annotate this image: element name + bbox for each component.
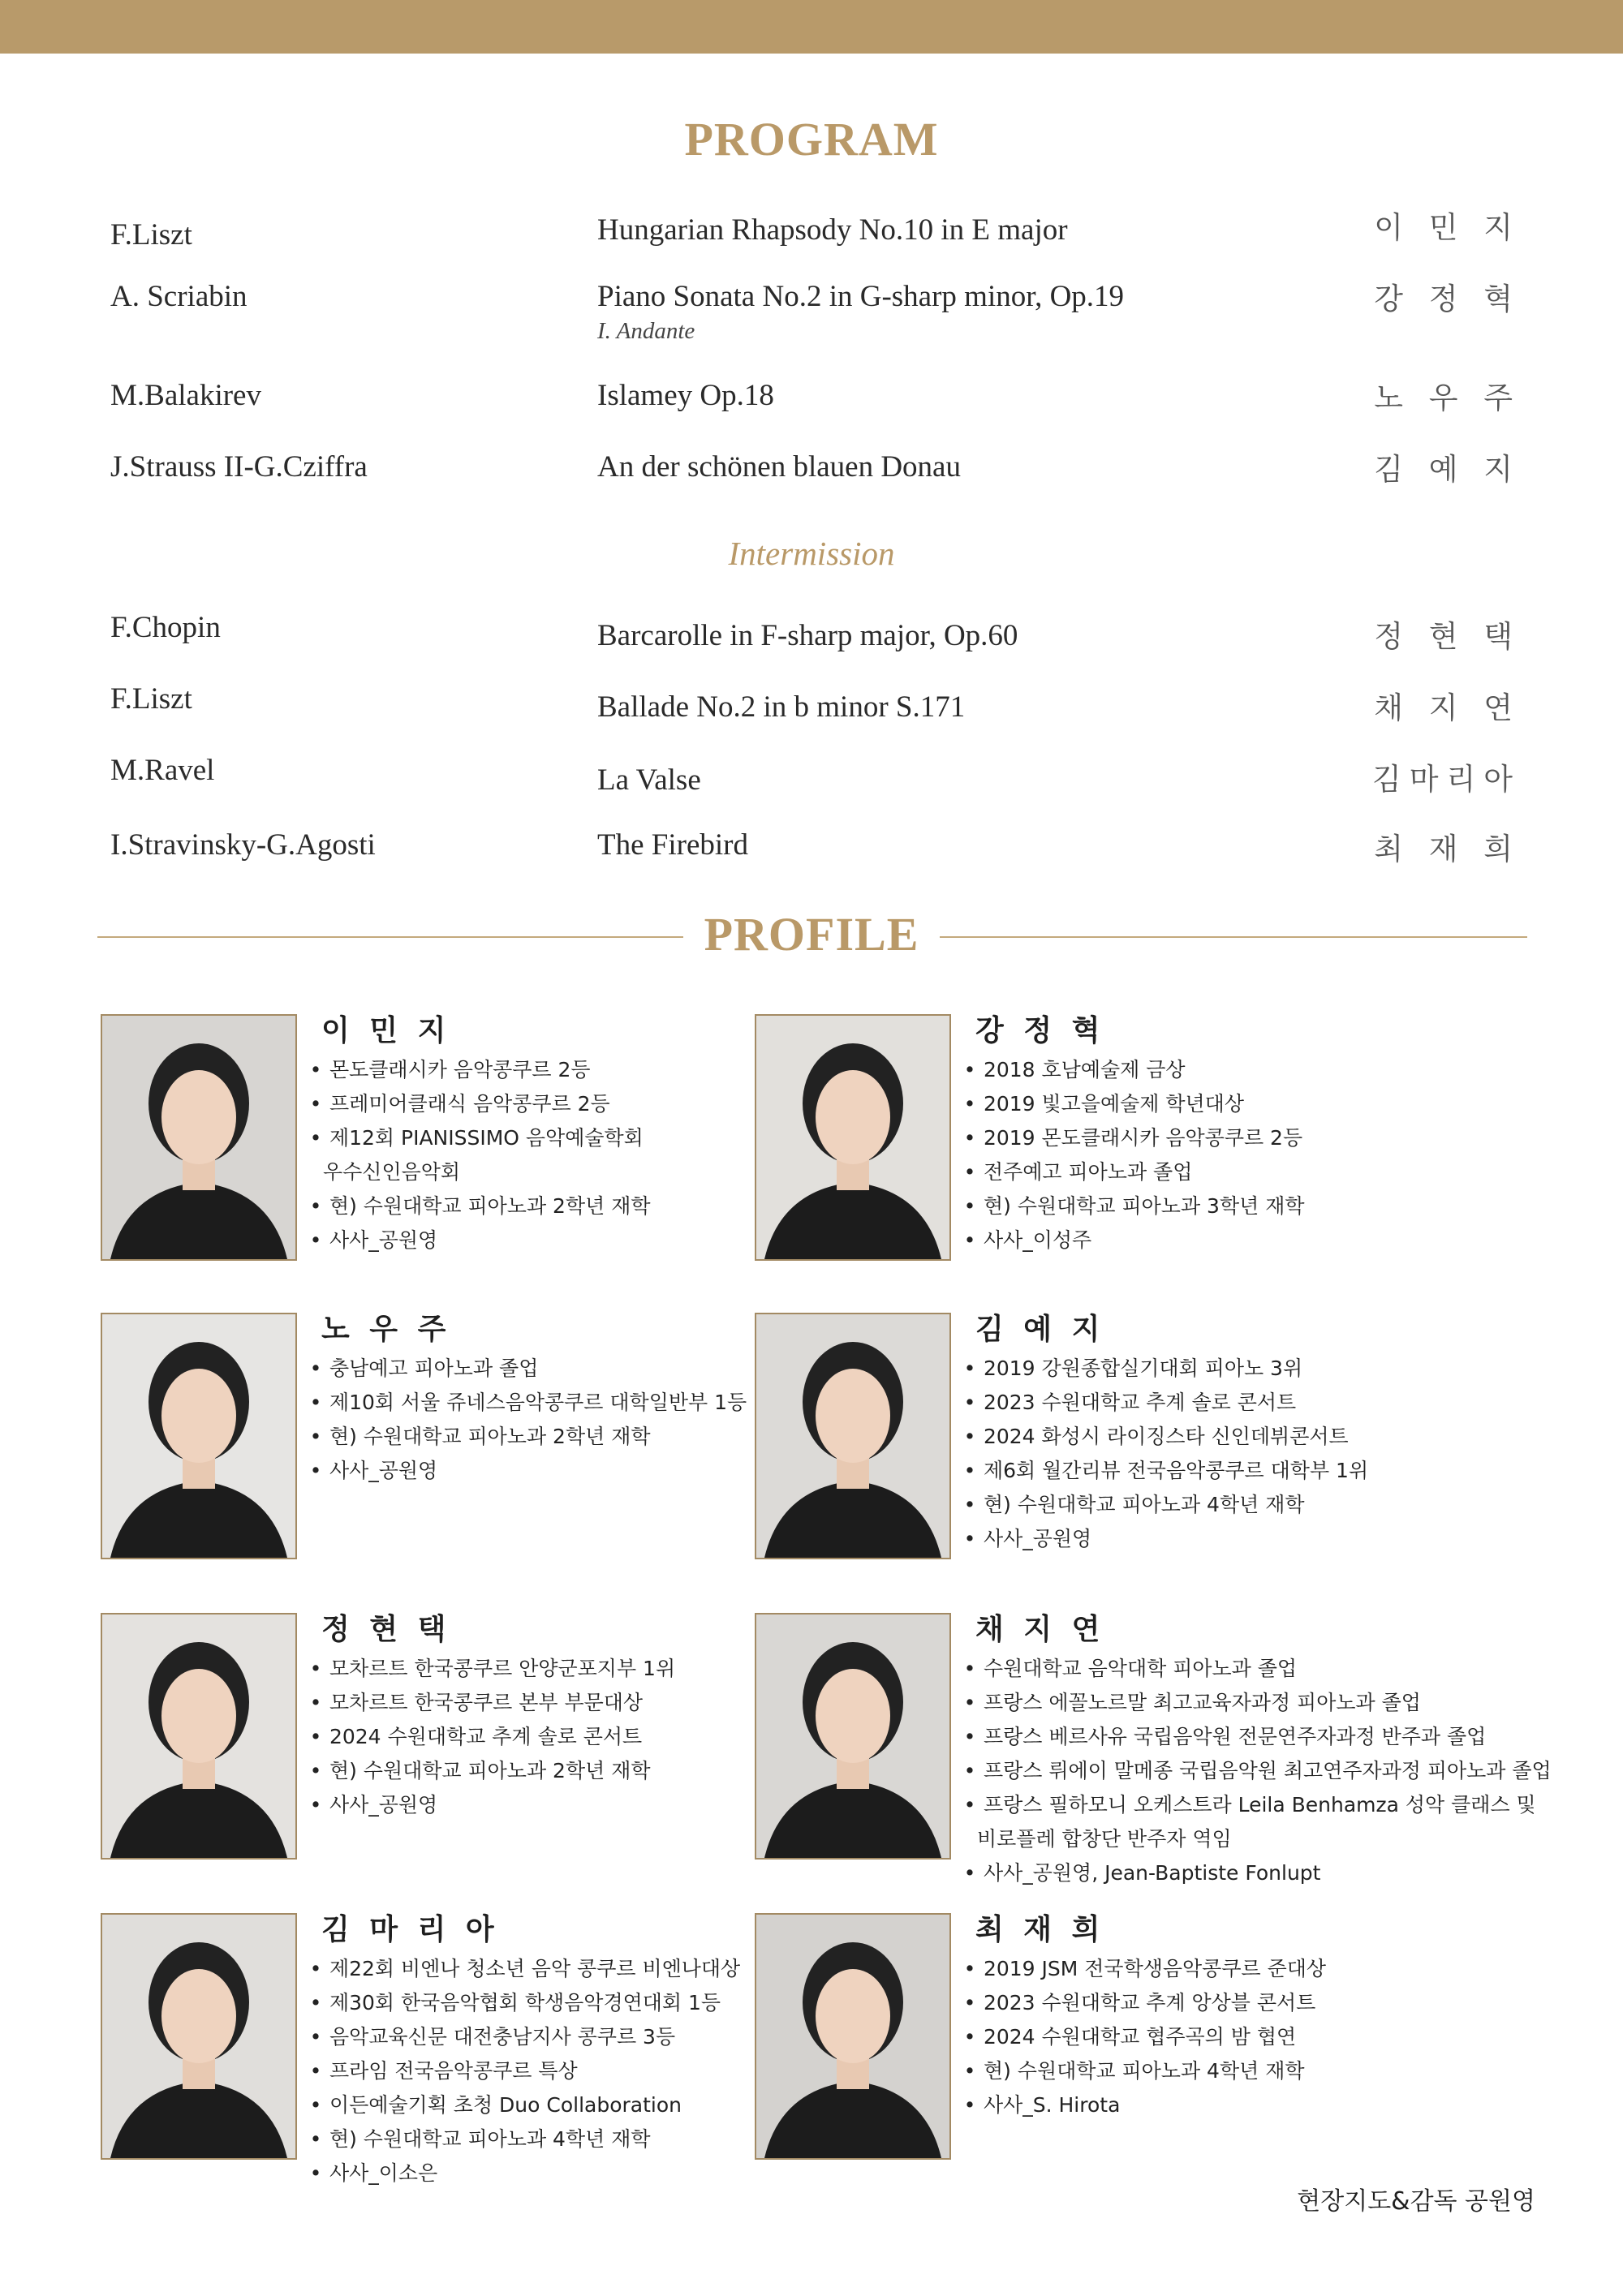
achievement-item: • 전주예고 피아노과 졸업 bbox=[962, 1155, 1305, 1189]
bullet: • bbox=[963, 1861, 976, 1885]
program-row bbox=[0, 828, 1623, 876]
achievement-list bbox=[308, 1352, 747, 1488]
bullet: • bbox=[309, 2025, 322, 2049]
achievement-item: • 프랑스 필하모니 오케스트라 Leila Benhamza 성악 클래스 및 bbox=[962, 1788, 1552, 1822]
face-shape bbox=[816, 1669, 890, 1763]
bullet: • bbox=[963, 1527, 976, 1550]
bullet: • bbox=[309, 1425, 322, 1448]
bullet: • bbox=[963, 1957, 976, 1980]
achievement-item: • 2023 수원대학교 추계 솔로 콘서트 bbox=[962, 1386, 1368, 1420]
performer: 노 우 주 bbox=[1374, 381, 1521, 415]
portrait-silhouette bbox=[756, 1016, 949, 1259]
bullet: • bbox=[309, 1391, 322, 1414]
bullet: • bbox=[309, 1357, 322, 1380]
bullet: • bbox=[309, 1092, 322, 1116]
achievement-item: • 사사_공원영 bbox=[308, 1454, 747, 1488]
portrait-photo bbox=[755, 1313, 951, 1559]
bullet: • bbox=[963, 1725, 976, 1748]
achievement-item: • 2024 수원대학교 협주곡의 밤 협연 bbox=[962, 2020, 1326, 2054]
portrait-photo bbox=[101, 1913, 297, 2160]
portrait-photo bbox=[755, 1613, 951, 1860]
composer: A. Scriabin bbox=[110, 280, 248, 313]
performer-name: 이 민 지 bbox=[321, 1014, 451, 1047]
bullet: • bbox=[963, 2059, 976, 2083]
achievement-item: • 제12회 PIANISSIMO 음악예술학회 bbox=[308, 1121, 651, 1155]
intermission-label: Intermission bbox=[728, 535, 895, 572]
achievement-item: • 모차르트 한국콩쿠르 본부 부문대상 bbox=[308, 1686, 675, 1720]
performer: 강 정 혁 bbox=[1374, 282, 1521, 316]
achievement-list bbox=[308, 1952, 740, 2191]
bullet: • bbox=[309, 1991, 322, 2014]
performer: 김 예 지 bbox=[1374, 452, 1521, 487]
portrait-silhouette bbox=[102, 1314, 295, 1558]
composer: I.Stravinsky-G.Agosti bbox=[110, 828, 376, 862]
achievement-item: • 2019 강원종합실기대회 피아노 3위 bbox=[962, 1352, 1368, 1386]
achievement-list bbox=[962, 1952, 1326, 2122]
work-title: Hungarian Rhapsody No.10 in E major bbox=[597, 213, 1068, 247]
achievement-item: • 프랑스 에꼴노르말 최고교육자과정 피아노과 졸업 bbox=[962, 1686, 1552, 1720]
composer: M.Balakirev bbox=[110, 379, 261, 412]
program-heading: PROGRAM bbox=[684, 113, 939, 166]
bullet: • bbox=[963, 1357, 976, 1380]
work-title: The Firebird bbox=[597, 828, 748, 862]
achievement-item: • 현) 수원대학교 피아노과 4학년 재학 bbox=[962, 1488, 1368, 1522]
achievement-item: • 프랑스 뤼에이 말메종 국립음악원 최고연주자과정 피아노과 졸업 bbox=[962, 1754, 1552, 1788]
achievement-item: • 제30회 한국음악협회 학생음악경연대회 1등 bbox=[308, 1986, 740, 2020]
bullet: • bbox=[963, 1493, 976, 1516]
achievement-item: • 현) 수원대학교 피아노과 4학년 재학 bbox=[962, 2054, 1326, 2088]
face-shape bbox=[816, 1969, 890, 2063]
achievement-item: • 현) 수원대학교 피아노과 4학년 재학 bbox=[308, 2122, 740, 2156]
performer: 최 재 희 bbox=[1374, 832, 1521, 866]
work-title: Barcarolle in F-sharp major, Op.60 bbox=[597, 619, 1018, 652]
composer: M.Ravel bbox=[110, 754, 215, 787]
achievement-item: • 제6회 월간리뷰 전국음악콩쿠르 대학부 1위 bbox=[962, 1454, 1368, 1488]
achievement-item: • 프라임 전국음악콩쿠르 특상 bbox=[308, 2054, 740, 2088]
performer-name: 채 지 연 bbox=[975, 1613, 1105, 1646]
performer-name: 노 우 주 bbox=[321, 1313, 451, 1346]
achievement-item: 우수신인음악회 bbox=[323, 1160, 461, 1184]
top-gold-band bbox=[0, 0, 1623, 54]
achievement-list bbox=[962, 1053, 1305, 1258]
portrait-silhouette bbox=[756, 1314, 949, 1558]
achievement-item: • 사사_공원영, Jean-Baptiste Fonlupt bbox=[962, 1856, 1552, 1890]
performer-name: 최 재 희 bbox=[975, 1913, 1105, 1946]
bullet: • bbox=[309, 1691, 322, 1714]
achievement-item: • 사사_이성주 bbox=[962, 1223, 1305, 1258]
achievement-item: • 2024 화성시 라이징스타 신인데뷔콘서트 bbox=[962, 1420, 1368, 1454]
achievement-item: • 모차르트 한국콩쿠르 안양군포지부 1위 bbox=[308, 1652, 675, 1686]
composer: F.Liszt bbox=[110, 682, 192, 716]
bullet: • bbox=[309, 1725, 322, 1748]
bullet: • bbox=[309, 2161, 322, 2185]
bullet: • bbox=[309, 1657, 322, 1680]
bullet: • bbox=[309, 1194, 322, 1218]
face-shape bbox=[161, 1369, 236, 1463]
face-shape bbox=[161, 1070, 236, 1164]
work-title: La Valse bbox=[597, 763, 701, 797]
portrait-silhouette bbox=[102, 1016, 295, 1259]
bullet: • bbox=[309, 2127, 322, 2151]
program-row bbox=[0, 610, 1623, 659]
portrait-silhouette bbox=[756, 1915, 949, 2158]
bullet: • bbox=[963, 1126, 976, 1150]
performer-name: 정 현 택 bbox=[321, 1613, 451, 1646]
achievement-item: • 2019 빛고을예술제 학년대상 bbox=[962, 1087, 1305, 1121]
composer: F.Chopin bbox=[110, 611, 221, 644]
bullet: • bbox=[963, 2025, 976, 2049]
achievement-item: • 2024 수원대학교 추계 솔로 콘서트 bbox=[308, 1720, 675, 1754]
achievement-item: • 현) 수원대학교 피아노과 2학년 재학 bbox=[308, 1754, 675, 1788]
achievement-list bbox=[308, 1053, 651, 1258]
achievement-item: • 2023 수원대학교 추계 앙상블 콘서트 bbox=[962, 1986, 1326, 2020]
bullet: • bbox=[963, 1657, 976, 1680]
composer: J.Strauss II-G.Cziffra bbox=[110, 450, 368, 484]
achievement-item: • 사사_이소은 bbox=[308, 2156, 740, 2191]
bullet: • bbox=[963, 1391, 976, 1414]
achievement-item: • 2019 몬도클래시카 음악콩쿠르 2등 bbox=[962, 1121, 1305, 1155]
portrait-photo bbox=[101, 1313, 297, 1559]
achievement-item: • 현) 수원대학교 피아노과 2학년 재학 bbox=[308, 1420, 747, 1454]
face-shape bbox=[816, 1369, 890, 1463]
work-movement: I. Andante bbox=[597, 318, 695, 344]
bullet: • bbox=[309, 2093, 322, 2117]
performer: 정 현 택 bbox=[1374, 619, 1521, 654]
achievement-item: • 사사_S. Hirota bbox=[962, 2088, 1326, 2122]
program-row bbox=[0, 378, 1623, 427]
bullet: • bbox=[963, 1194, 976, 1218]
bullet: • bbox=[309, 1957, 322, 1980]
achievement-item: • 현) 수원대학교 피아노과 3학년 재학 bbox=[962, 1189, 1305, 1223]
work-title: Piano Sonata No.2 in G-sharp minor, Op.19 bbox=[597, 280, 1125, 313]
achievement-item: • 2019 JSM 전국학생음악콩쿠르 준대상 bbox=[962, 1952, 1326, 1986]
program-row bbox=[0, 449, 1623, 498]
program-row bbox=[0, 753, 1623, 802]
bullet: • bbox=[309, 1459, 322, 1482]
achievement-item: • 현) 수원대학교 피아노과 2학년 재학 bbox=[308, 1189, 651, 1223]
achievement-item: • 몬도클래시카 음악콩쿠르 2등 bbox=[308, 1053, 651, 1087]
face-shape bbox=[161, 1969, 236, 2063]
bullet: • bbox=[963, 1793, 976, 1817]
achievement-item: • 음악교육신문 대전충남지사 콩쿠르 3등 bbox=[308, 2020, 740, 2054]
achievement-item: 비로플레 합창단 반주자 역임 bbox=[977, 1827, 1232, 1851]
bullet: • bbox=[963, 1092, 976, 1116]
portrait-silhouette bbox=[102, 1915, 295, 2158]
bullet: • bbox=[963, 1425, 976, 1448]
bullet: • bbox=[963, 1459, 976, 1482]
achievement-item: • 충남예고 피아노과 졸업 bbox=[308, 1352, 747, 1386]
achievement-item: • 이든예술기획 초청 Duo Collaboration bbox=[308, 2088, 740, 2122]
achievement-list bbox=[308, 1652, 675, 1822]
portrait-silhouette bbox=[756, 1615, 949, 1858]
work-title: Islamey Op.18 bbox=[597, 379, 774, 412]
program-row bbox=[0, 279, 1623, 344]
achievement-item: • 수원대학교 음악대학 피아노과 졸업 bbox=[962, 1652, 1552, 1686]
bullet: • bbox=[309, 1058, 322, 1081]
face-shape bbox=[161, 1669, 236, 1763]
bullet: • bbox=[309, 2059, 322, 2083]
bullet: • bbox=[963, 1691, 976, 1714]
bullet: • bbox=[309, 1126, 322, 1150]
bullet: • bbox=[309, 1793, 322, 1817]
bullet: • bbox=[963, 2093, 976, 2117]
achievement-item: • 사사_공원영 bbox=[962, 1522, 1368, 1556]
face-shape bbox=[816, 1070, 890, 1164]
portrait-photo bbox=[101, 1613, 297, 1860]
portrait-silhouette bbox=[102, 1615, 295, 1858]
performer-name: 강 정 혁 bbox=[975, 1014, 1105, 1047]
divider-right bbox=[940, 936, 1527, 938]
achievement-item: • 사사_공원영 bbox=[308, 1223, 651, 1258]
performer-name: 김 예 지 bbox=[975, 1313, 1105, 1346]
achievement-item: • 프레미어클래식 음악콩쿠르 2등 bbox=[308, 1087, 651, 1121]
portrait-photo bbox=[755, 1913, 951, 2160]
profile-heading: PROFILE bbox=[704, 908, 919, 961]
performer: 채 지 연 bbox=[1374, 690, 1521, 725]
performer: 이 민 지 bbox=[1374, 210, 1521, 245]
achievement-item: • 사사_공원영 bbox=[308, 1788, 675, 1822]
achievement-item: • 제10회 서울 쥬네스음악콩쿠르 대학일반부 1등 bbox=[308, 1386, 747, 1420]
bullet: • bbox=[963, 1058, 976, 1081]
work-title: Ballade No.2 in b minor S.171 bbox=[597, 690, 966, 724]
bullet: • bbox=[309, 1228, 322, 1252]
achievement-item: • 2018 호남예술제 금상 bbox=[962, 1053, 1305, 1087]
performer-name: 김 마 리 아 bbox=[321, 1913, 499, 1946]
portrait-photo bbox=[101, 1014, 297, 1261]
bullet: • bbox=[963, 1160, 976, 1184]
achievement-item: • 프랑스 베르사유 국립음악원 전문연주자과정 반주과 졸업 bbox=[962, 1720, 1552, 1754]
bullet: • bbox=[963, 1759, 976, 1782]
achievement-list bbox=[962, 1352, 1368, 1556]
work-title: An der schönen blauen Donau bbox=[597, 450, 961, 484]
achievement-item: • 제22회 비엔나 청소년 음악 콩쿠르 비엔나대상 bbox=[308, 1952, 740, 1986]
footer-credit: 현장지도&감독 공원영 bbox=[1297, 2187, 1535, 2216]
composer: F.Liszt bbox=[110, 218, 192, 252]
bullet: • bbox=[963, 1991, 976, 2014]
performer: 김마리아 bbox=[1372, 762, 1521, 797]
bullet: • bbox=[309, 1759, 322, 1782]
program-row bbox=[0, 681, 1623, 730]
achievement-list bbox=[962, 1652, 1552, 1890]
portrait-photo bbox=[755, 1014, 951, 1261]
program-row bbox=[0, 210, 1623, 261]
bullet: • bbox=[963, 1228, 976, 1252]
